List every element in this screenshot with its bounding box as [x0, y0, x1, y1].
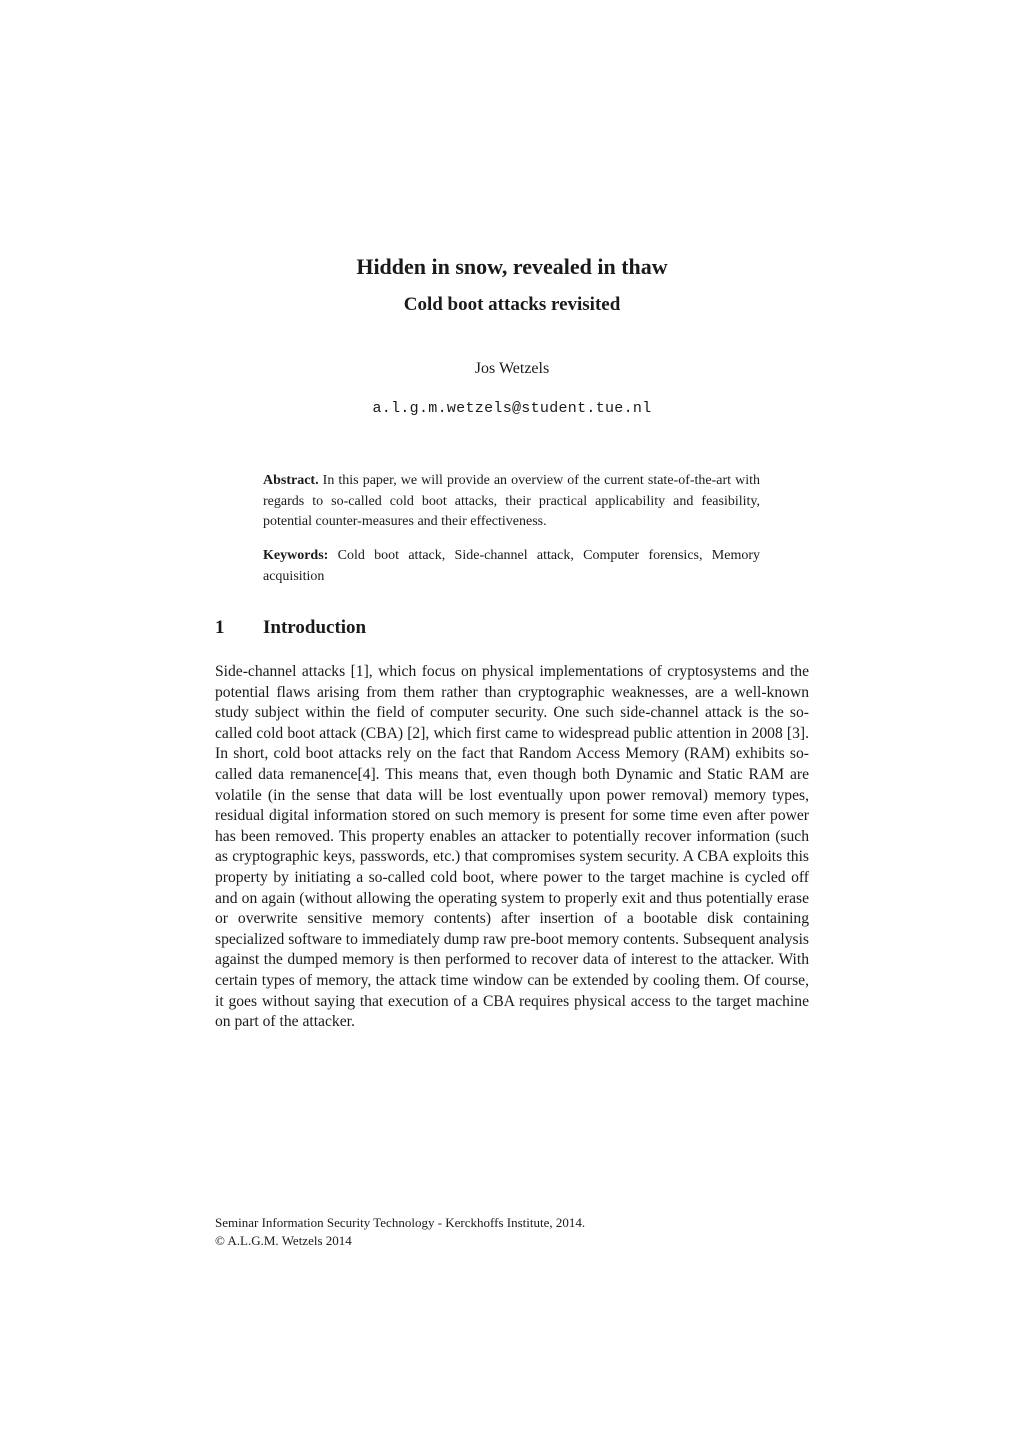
section-number: 1	[215, 617, 225, 638]
paper-subtitle: Cold boot attacks revisited	[403, 294, 621, 315]
footer-copyright: © A.L.G.M. Wetzels 2014	[215, 1233, 352, 1248]
author-name: Jos Wetzels	[474, 360, 550, 377]
keywords	[263, 546, 760, 587]
section-title: Introduction	[263, 617, 367, 638]
paper-title: Hidden in snow, revealed in thaw	[356, 254, 668, 279]
abstract	[263, 471, 760, 533]
author-email: a.l.g.m.wetzels@student.tue.nl	[372, 400, 652, 417]
footer-venue: Seminar Information Security Technology - Kerckhoffs Institute, 2014.	[215, 1215, 586, 1230]
abstract-label: Abstract.	[263, 473, 319, 488]
abstract-text: In this paper, we will provide an overview of the current state-of-the-art with regards to so-called cold boot attacks, their practical applicability and feasibility, potential counter-measures and their effectiveness.	[263, 473, 760, 529]
keywords-text: Cold boot attack, Side-channel attack, Computer forensics, Memory acquisition	[263, 548, 760, 584]
keywords-label: Keywords:	[263, 548, 329, 563]
intro-paragraph: Side-channel attacks [1], which focus on physical implementations of cryptosystems and the potential flaws arising from them rather than cryptographic weaknesses, are a well-known study subject within the field of computer security. One such side-channel attack is the so-called cold boot attack (CBA) [2], which first came to widespread public attention in 2008 [3]. In short, cold boot attacks rely on the fact that Random Access Memory (RAM) exhibits so-called data remanence[4]. This means that, even though both Dynamic and Static RAM are volatile (in the sense that data will be lost eventually upon power removal) memory types, residual digital information stored on such memory is present for some time even after power has been removed. This property enables an attacker to potentially recover information (such as cryptographic keys, passwords, etc.) that compromises system security. A CBA exploits this property by initiating a so-called cold boot, where power to the target machine is cycled off and on again (without allowing the operating system to properly exit and thus potentially erase or overwrite sensitive memory contents) after insertion of a bootable disk containing specialized software to immediately dump raw pre-boot memory contents. Subsequent analysis against the dumped memory is then performed to recover data of interest to the attacker. With certain types of memory, the attack time window can be extended by cooling them. Of course, it goes without saying that execution of a CBA requires physical access to the target machine on part of the attacker.	[215, 663, 809, 1031]
